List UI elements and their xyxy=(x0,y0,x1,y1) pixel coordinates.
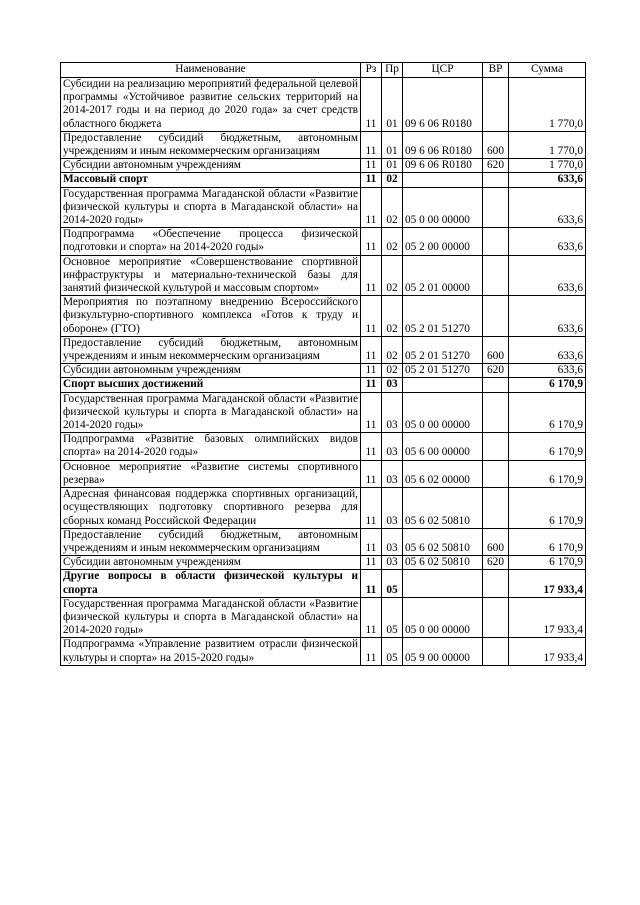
cell-csr: 05 2 01 51270 xyxy=(403,364,483,378)
cell-rz: 11 xyxy=(361,392,382,433)
cell-name: Субсидии автономным учреждениям xyxy=(61,159,361,173)
cell-name: Подпрограмма «Обеспечение процесса физической подготовки и спорта» на 2014-2020 годы» xyxy=(61,228,361,255)
cell-name: Подпрограмма «Управление развитием отрасли физической культуры и спорта» на 2015-2020 годы» xyxy=(61,638,361,665)
cell-csr: 09 6 06 R0180 xyxy=(403,159,483,173)
cell-rz: 11 xyxy=(361,255,382,296)
table-row xyxy=(61,433,586,460)
cell-sum: 17 933,4 xyxy=(509,597,586,638)
cell-csr: 05 6 02 50810 xyxy=(403,556,483,570)
cell-vr xyxy=(483,460,509,487)
cell-vr xyxy=(483,392,509,433)
cell-vr xyxy=(483,488,509,529)
cell-csr: 05 6 02 00000 xyxy=(403,460,483,487)
cell-rz: 11 xyxy=(361,187,382,228)
cell-sum: 6 170,9 xyxy=(509,528,586,555)
cell-name: Субсидии автономным учреждениям xyxy=(61,364,361,378)
cell-sum: 6 170,9 xyxy=(509,392,586,433)
cell-pr: 03 xyxy=(382,528,403,555)
header-rz: Рз xyxy=(361,63,382,78)
table-row xyxy=(61,378,586,392)
cell-rz: 11 xyxy=(361,570,382,597)
cell-vr: 620 xyxy=(483,364,509,378)
cell-rz: 11 xyxy=(361,296,382,337)
cell-sum: 1 770,0 xyxy=(509,78,586,132)
cell-name: Мероприятия по поэтапному внедрению Всероссийского физкультурно-спортивного комплекса «Готов к труду и обороне» (ГТО) xyxy=(61,296,361,337)
cell-vr xyxy=(483,570,509,597)
cell-csr: 05 2 01 51270 xyxy=(403,296,483,337)
cell-sum: 6 170,9 xyxy=(509,488,586,529)
header-name: Наименование xyxy=(61,63,361,78)
cell-pr: 03 xyxy=(382,392,403,433)
cell-csr xyxy=(403,378,483,392)
cell-vr xyxy=(483,187,509,228)
cell-pr: 02 xyxy=(382,187,403,228)
cell-sum: 633,6 xyxy=(509,364,586,378)
table-row xyxy=(61,131,586,158)
cell-pr: 02 xyxy=(382,336,403,363)
cell-csr: 09 6 06 R0180 xyxy=(403,78,483,132)
cell-rz: 11 xyxy=(361,528,382,555)
cell-sum: 633,6 xyxy=(509,228,586,255)
cell-rz: 11 xyxy=(361,78,382,132)
table-row xyxy=(61,392,586,433)
cell-rz: 11 xyxy=(361,364,382,378)
cell-pr: 03 xyxy=(382,460,403,487)
cell-name: Массовый спорт xyxy=(61,173,361,187)
cell-pr: 02 xyxy=(382,228,403,255)
cell-rz: 11 xyxy=(361,488,382,529)
cell-rz: 11 xyxy=(361,378,382,392)
cell-pr: 05 xyxy=(382,570,403,597)
cell-vr xyxy=(483,378,509,392)
table-row xyxy=(61,597,586,638)
cell-name: Адресная финансовая поддержка спортивных организаций, осуществляющих подготовку спортивного резерва для сборных команд Российской Федерации xyxy=(61,488,361,529)
cell-sum: 633,6 xyxy=(509,187,586,228)
table-row xyxy=(61,460,586,487)
cell-csr: 05 6 02 50810 xyxy=(403,528,483,555)
cell-pr: 02 xyxy=(382,364,403,378)
cell-name: Подпрограмма «Развитие базовых олимпийских видов спорта» на 2014-2020 годы» xyxy=(61,433,361,460)
cell-name: Предоставление субсидий бюджетным, автономным учреждениям и иным некоммерческим организациям xyxy=(61,528,361,555)
table-row xyxy=(61,187,586,228)
cell-rz: 11 xyxy=(361,460,382,487)
cell-pr: 02 xyxy=(382,173,403,187)
table-body xyxy=(61,78,586,666)
cell-csr: 05 0 00 00000 xyxy=(403,187,483,228)
header-vr: ВР xyxy=(483,63,509,78)
table-row xyxy=(61,528,586,555)
cell-name: Основное мероприятие «Развитие системы спортивного резерва» xyxy=(61,460,361,487)
table-row xyxy=(61,228,586,255)
cell-rz: 11 xyxy=(361,228,382,255)
table-row xyxy=(61,488,586,529)
cell-name: Предоставление субсидий бюджетным, автономным учреждениям и иным некоммерческим организациям xyxy=(61,131,361,158)
cell-pr: 01 xyxy=(382,131,403,158)
cell-csr: 05 2 01 00000 xyxy=(403,255,483,296)
cell-csr: 05 0 00 00000 xyxy=(403,597,483,638)
cell-csr: 05 2 00 00000 xyxy=(403,228,483,255)
table-row xyxy=(61,173,586,187)
header-pr: Пр xyxy=(382,63,403,78)
cell-pr: 03 xyxy=(382,433,403,460)
cell-rz: 11 xyxy=(361,597,382,638)
table-row xyxy=(61,159,586,173)
cell-csr xyxy=(403,173,483,187)
table-row xyxy=(61,78,586,132)
cell-vr xyxy=(483,433,509,460)
cell-vr xyxy=(483,255,509,296)
cell-sum: 633,6 xyxy=(509,173,586,187)
budget-table xyxy=(60,62,586,666)
cell-pr: 01 xyxy=(382,78,403,132)
cell-sum: 633,6 xyxy=(509,336,586,363)
cell-name: Государственная программа Магаданской области «Развитие физической культуры и спорта в Магаданской области» на 2014-2020 годы» xyxy=(61,597,361,638)
cell-vr: 620 xyxy=(483,159,509,173)
cell-vr xyxy=(483,296,509,337)
cell-name: Государственная программа Магаданской области «Развитие физической культуры и спорта в Магаданской области» на 2014-2020 годы» xyxy=(61,187,361,228)
header-csr: ЦСР xyxy=(403,63,483,78)
cell-sum: 6 170,9 xyxy=(509,556,586,570)
cell-pr: 05 xyxy=(382,597,403,638)
cell-vr xyxy=(483,638,509,665)
cell-pr: 03 xyxy=(382,378,403,392)
cell-sum: 17 933,4 xyxy=(509,638,586,665)
cell-vr: 600 xyxy=(483,131,509,158)
table-header-row xyxy=(61,63,586,78)
header-sum: Сумма xyxy=(509,63,586,78)
cell-pr: 01 xyxy=(382,159,403,173)
cell-vr: 600 xyxy=(483,528,509,555)
cell-csr: 05 6 02 50810 xyxy=(403,488,483,529)
cell-name: Предоставление субсидий бюджетным, автономным учреждениям и иным некоммерческим организациям xyxy=(61,336,361,363)
table-row xyxy=(61,296,586,337)
cell-name: Субсидии автономным учреждениям xyxy=(61,556,361,570)
cell-rz: 11 xyxy=(361,638,382,665)
cell-vr xyxy=(483,173,509,187)
table-row xyxy=(61,255,586,296)
cell-sum: 6 170,9 xyxy=(509,460,586,487)
cell-name: Основное мероприятие «Совершенствование спортивной инфраструктуры и материально-технической базы для занятий физической культурой и массовым спортом» xyxy=(61,255,361,296)
cell-vr xyxy=(483,597,509,638)
cell-rz: 11 xyxy=(361,556,382,570)
cell-pr: 03 xyxy=(382,488,403,529)
cell-pr: 03 xyxy=(382,556,403,570)
cell-csr: 05 0 00 00000 xyxy=(403,392,483,433)
table-row xyxy=(61,336,586,363)
cell-rz: 11 xyxy=(361,336,382,363)
table-row xyxy=(61,364,586,378)
cell-csr xyxy=(403,570,483,597)
cell-name: Другие вопросы в области физической культуры и спорта xyxy=(61,570,361,597)
cell-pr: 02 xyxy=(382,255,403,296)
table-row xyxy=(61,556,586,570)
cell-name: Государственная программа Магаданской области «Развитие физической культуры и спорта в Магаданской области» на 2014-2020 годы» xyxy=(61,392,361,433)
cell-rz: 11 xyxy=(361,433,382,460)
cell-sum: 6 170,9 xyxy=(509,378,586,392)
cell-csr: 05 6 00 00000 xyxy=(403,433,483,460)
cell-vr: 600 xyxy=(483,336,509,363)
cell-vr xyxy=(483,228,509,255)
cell-csr: 05 2 01 51270 xyxy=(403,336,483,363)
table-row xyxy=(61,638,586,665)
cell-name: Спорт высших достижений xyxy=(61,378,361,392)
cell-sum: 1 770,0 xyxy=(509,131,586,158)
cell-csr: 05 9 00 00000 xyxy=(403,638,483,665)
cell-pr: 02 xyxy=(382,296,403,337)
cell-sum: 6 170,9 xyxy=(509,433,586,460)
cell-pr: 05 xyxy=(382,638,403,665)
cell-vr xyxy=(483,78,509,132)
cell-rz: 11 xyxy=(361,159,382,173)
cell-sum: 17 933,4 xyxy=(509,570,586,597)
cell-sum: 1 770,0 xyxy=(509,159,586,173)
cell-csr: 09 6 06 R0180 xyxy=(403,131,483,158)
cell-sum: 633,6 xyxy=(509,255,586,296)
cell-rz: 11 xyxy=(361,173,382,187)
cell-vr: 620 xyxy=(483,556,509,570)
table-row xyxy=(61,570,586,597)
cell-name: Субсидии на реализацию мероприятий федеральной целевой программы «Устойчивое развитие сельских территорий на 2014-2017 годы и на период до 2020 года» за счет средств областного бюджета xyxy=(61,78,361,132)
cell-sum: 633,6 xyxy=(509,296,586,337)
cell-rz: 11 xyxy=(361,131,382,158)
